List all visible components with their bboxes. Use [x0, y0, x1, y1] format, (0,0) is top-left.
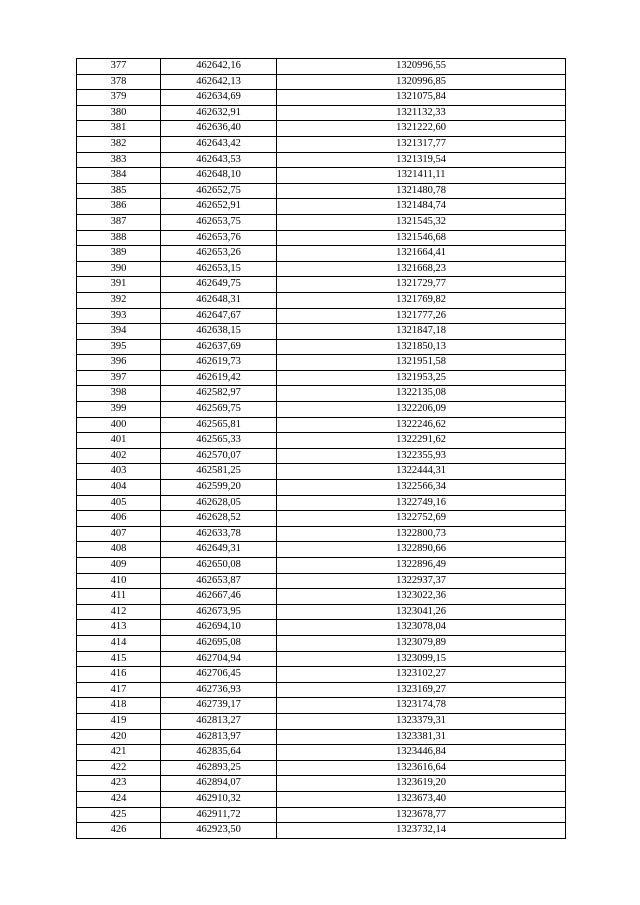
y-coordinate-cell: 1322355,93 [277, 448, 566, 464]
y-coordinate-cell: 1320996,55 [277, 59, 566, 75]
table-row [77, 90, 566, 106]
y-coordinate-cell: 1323099,15 [277, 651, 566, 667]
x-coordinate-cell: 462581,25 [161, 464, 277, 480]
table-row [77, 324, 566, 340]
table-row [77, 807, 566, 823]
point-number-cell: 422 [77, 760, 161, 776]
table-row [77, 573, 566, 589]
point-number-cell: 397 [77, 370, 161, 386]
x-coordinate-cell: 462634,69 [161, 90, 277, 106]
x-coordinate-cell: 462643,42 [161, 136, 277, 152]
y-coordinate-cell: 1321075,84 [277, 90, 566, 106]
point-number-cell: 412 [77, 604, 161, 620]
point-number-cell: 417 [77, 682, 161, 698]
table-row [77, 791, 566, 807]
y-coordinate-cell: 1321664,41 [277, 246, 566, 262]
point-number-cell: 378 [77, 74, 161, 90]
table-row [77, 667, 566, 683]
table-row [77, 651, 566, 667]
x-coordinate-cell: 462813,97 [161, 729, 277, 745]
point-number-cell: 424 [77, 791, 161, 807]
x-coordinate-cell: 462653,87 [161, 573, 277, 589]
x-coordinate-cell: 462813,27 [161, 713, 277, 729]
x-coordinate-cell: 462911,72 [161, 807, 277, 823]
x-coordinate-cell: 462739,17 [161, 698, 277, 714]
x-coordinate-cell: 462694,10 [161, 620, 277, 636]
y-coordinate-cell: 1323381,31 [277, 729, 566, 745]
y-coordinate-cell: 1321484,74 [277, 199, 566, 215]
point-number-cell: 401 [77, 433, 161, 449]
table-row [77, 682, 566, 698]
x-coordinate-cell: 462835,64 [161, 745, 277, 761]
y-coordinate-cell: 1322444,31 [277, 464, 566, 480]
y-coordinate-cell: 1323678,77 [277, 807, 566, 823]
point-number-cell: 380 [77, 105, 161, 121]
table-row [77, 230, 566, 246]
y-coordinate-cell: 1321480,78 [277, 183, 566, 199]
point-number-cell: 425 [77, 807, 161, 823]
y-coordinate-cell: 1323732,14 [277, 823, 566, 839]
point-number-cell: 415 [77, 651, 161, 667]
y-coordinate-cell: 1322896,49 [277, 558, 566, 574]
y-coordinate-cell: 1321847,18 [277, 324, 566, 340]
point-number-cell: 400 [77, 417, 161, 433]
table-row [77, 635, 566, 651]
point-number-cell: 384 [77, 168, 161, 184]
x-coordinate-cell: 462649,75 [161, 277, 277, 293]
y-coordinate-cell: 1321319,54 [277, 152, 566, 168]
y-coordinate-cell: 1323174,78 [277, 698, 566, 714]
y-coordinate-cell: 1323619,20 [277, 776, 566, 792]
y-coordinate-cell: 1323041,26 [277, 604, 566, 620]
y-coordinate-cell: 1323616,64 [277, 760, 566, 776]
table-row [77, 745, 566, 761]
x-coordinate-cell: 462648,31 [161, 292, 277, 308]
x-coordinate-cell: 462633,78 [161, 526, 277, 542]
table-row [77, 729, 566, 745]
table-row [77, 511, 566, 527]
table-row [77, 183, 566, 199]
point-number-cell: 389 [77, 246, 161, 262]
point-number-cell: 414 [77, 635, 161, 651]
point-number-cell: 418 [77, 698, 161, 714]
table-row [77, 480, 566, 496]
table-row [77, 277, 566, 293]
table-row [77, 433, 566, 449]
point-number-cell: 402 [77, 448, 161, 464]
x-coordinate-cell: 462565,33 [161, 433, 277, 449]
y-coordinate-cell: 1321729,77 [277, 277, 566, 293]
x-coordinate-cell: 462628,52 [161, 511, 277, 527]
table-row [77, 168, 566, 184]
y-coordinate-cell: 1321132,33 [277, 105, 566, 121]
x-coordinate-cell: 462637,69 [161, 339, 277, 355]
y-coordinate-cell: 1321317,77 [277, 136, 566, 152]
point-number-cell: 381 [77, 121, 161, 137]
point-number-cell: 392 [77, 292, 161, 308]
y-coordinate-cell: 1321850,13 [277, 339, 566, 355]
x-coordinate-cell: 462599,20 [161, 480, 277, 496]
table-row [77, 402, 566, 418]
y-coordinate-cell: 1320996,85 [277, 74, 566, 90]
table-row [77, 59, 566, 75]
x-coordinate-cell: 462582,97 [161, 386, 277, 402]
x-coordinate-cell: 462619,42 [161, 370, 277, 386]
point-number-cell: 391 [77, 277, 161, 293]
x-coordinate-cell: 462642,16 [161, 59, 277, 75]
point-number-cell: 387 [77, 214, 161, 230]
x-coordinate-cell: 462704,94 [161, 651, 277, 667]
table-row [77, 713, 566, 729]
y-coordinate-cell: 1323169,27 [277, 682, 566, 698]
x-coordinate-cell: 462910,32 [161, 791, 277, 807]
y-coordinate-cell: 1322566,34 [277, 480, 566, 496]
x-coordinate-cell: 462643,53 [161, 152, 277, 168]
x-coordinate-cell: 462565,81 [161, 417, 277, 433]
y-coordinate-cell: 1322749,16 [277, 495, 566, 511]
point-number-cell: 405 [77, 495, 161, 511]
y-coordinate-cell: 1321668,23 [277, 261, 566, 277]
point-number-cell: 395 [77, 339, 161, 355]
table-row [77, 589, 566, 605]
x-coordinate-cell: 462923,50 [161, 823, 277, 839]
table-row [77, 246, 566, 262]
y-coordinate-cell: 1322937,37 [277, 573, 566, 589]
x-coordinate-cell: 462673,95 [161, 604, 277, 620]
table-row [77, 823, 566, 839]
x-coordinate-cell: 462652,91 [161, 199, 277, 215]
point-number-cell: 390 [77, 261, 161, 277]
table-row [77, 386, 566, 402]
x-coordinate-cell: 462652,75 [161, 183, 277, 199]
table-row [77, 698, 566, 714]
x-coordinate-cell: 462569,75 [161, 402, 277, 418]
y-coordinate-cell: 1323079,89 [277, 635, 566, 651]
y-coordinate-cell: 1321545,32 [277, 214, 566, 230]
point-number-cell: 377 [77, 59, 161, 75]
table-row [77, 105, 566, 121]
x-coordinate-cell: 462893,25 [161, 760, 277, 776]
point-number-cell: 403 [77, 464, 161, 480]
point-number-cell: 385 [77, 183, 161, 199]
y-coordinate-cell: 1322206,09 [277, 402, 566, 418]
point-number-cell: 407 [77, 526, 161, 542]
point-number-cell: 406 [77, 511, 161, 527]
x-coordinate-cell: 462667,46 [161, 589, 277, 605]
y-coordinate-cell: 1321953,25 [277, 370, 566, 386]
y-coordinate-cell: 1323022,36 [277, 589, 566, 605]
x-coordinate-cell: 462650,08 [161, 558, 277, 574]
table-row [77, 74, 566, 90]
table-row [77, 261, 566, 277]
point-number-cell: 420 [77, 729, 161, 745]
coordinates-table [76, 58, 566, 839]
point-number-cell: 419 [77, 713, 161, 729]
x-coordinate-cell: 462570,07 [161, 448, 277, 464]
y-coordinate-cell: 1322752,69 [277, 511, 566, 527]
table-row [77, 558, 566, 574]
point-number-cell: 379 [77, 90, 161, 106]
point-number-cell: 396 [77, 355, 161, 371]
y-coordinate-cell: 1321411,11 [277, 168, 566, 184]
y-coordinate-cell: 1323446,84 [277, 745, 566, 761]
table-row [77, 136, 566, 152]
coordinates-table-body [77, 59, 566, 839]
table-row [77, 121, 566, 137]
table-row [77, 339, 566, 355]
x-coordinate-cell: 462653,26 [161, 246, 277, 262]
x-coordinate-cell: 462653,75 [161, 214, 277, 230]
table-row [77, 199, 566, 215]
y-coordinate-cell: 1321769,82 [277, 292, 566, 308]
point-number-cell: 383 [77, 152, 161, 168]
point-number-cell: 426 [77, 823, 161, 839]
y-coordinate-cell: 1322135,08 [277, 386, 566, 402]
x-coordinate-cell: 462653,76 [161, 230, 277, 246]
x-coordinate-cell: 462642,13 [161, 74, 277, 90]
point-number-cell: 409 [77, 558, 161, 574]
point-number-cell: 408 [77, 542, 161, 558]
x-coordinate-cell: 462647,67 [161, 308, 277, 324]
point-number-cell: 413 [77, 620, 161, 636]
x-coordinate-cell: 462649,31 [161, 542, 277, 558]
x-coordinate-cell: 462706,45 [161, 667, 277, 683]
table-row [77, 604, 566, 620]
table-row [77, 448, 566, 464]
x-coordinate-cell: 462736,93 [161, 682, 277, 698]
y-coordinate-cell: 1322246,62 [277, 417, 566, 433]
x-coordinate-cell: 462628,05 [161, 495, 277, 511]
y-coordinate-cell: 1323102,27 [277, 667, 566, 683]
table-row [77, 526, 566, 542]
table-row [77, 292, 566, 308]
y-coordinate-cell: 1323078,04 [277, 620, 566, 636]
x-coordinate-cell: 462695,08 [161, 635, 277, 651]
x-coordinate-cell: 462632,91 [161, 105, 277, 121]
table-row [77, 495, 566, 511]
y-coordinate-cell: 1321222,60 [277, 121, 566, 137]
y-coordinate-cell: 1323379,31 [277, 713, 566, 729]
point-number-cell: 399 [77, 402, 161, 418]
point-number-cell: 386 [77, 199, 161, 215]
point-number-cell: 421 [77, 745, 161, 761]
y-coordinate-cell: 1321546,68 [277, 230, 566, 246]
table-row [77, 464, 566, 480]
y-coordinate-cell: 1323673,40 [277, 791, 566, 807]
table-row [77, 776, 566, 792]
table-row [77, 355, 566, 371]
y-coordinate-cell: 1322800,73 [277, 526, 566, 542]
y-coordinate-cell: 1322291,62 [277, 433, 566, 449]
y-coordinate-cell: 1322890,66 [277, 542, 566, 558]
point-number-cell: 388 [77, 230, 161, 246]
point-number-cell: 394 [77, 324, 161, 340]
table-row [77, 308, 566, 324]
y-coordinate-cell: 1321777,26 [277, 308, 566, 324]
x-coordinate-cell: 462638,15 [161, 324, 277, 340]
table-row [77, 542, 566, 558]
table-row [77, 152, 566, 168]
table-row [77, 760, 566, 776]
table-row [77, 370, 566, 386]
point-number-cell: 416 [77, 667, 161, 683]
point-number-cell: 398 [77, 386, 161, 402]
x-coordinate-cell: 462636,40 [161, 121, 277, 137]
x-coordinate-cell: 462619,73 [161, 355, 277, 371]
point-number-cell: 404 [77, 480, 161, 496]
x-coordinate-cell: 462648,10 [161, 168, 277, 184]
table-row [77, 417, 566, 433]
y-coordinate-cell: 1321951,58 [277, 355, 566, 371]
table-row [77, 214, 566, 230]
table-row [77, 620, 566, 636]
x-coordinate-cell: 462894,07 [161, 776, 277, 792]
point-number-cell: 382 [77, 136, 161, 152]
point-number-cell: 393 [77, 308, 161, 324]
x-coordinate-cell: 462653,15 [161, 261, 277, 277]
point-number-cell: 423 [77, 776, 161, 792]
point-number-cell: 411 [77, 589, 161, 605]
point-number-cell: 410 [77, 573, 161, 589]
